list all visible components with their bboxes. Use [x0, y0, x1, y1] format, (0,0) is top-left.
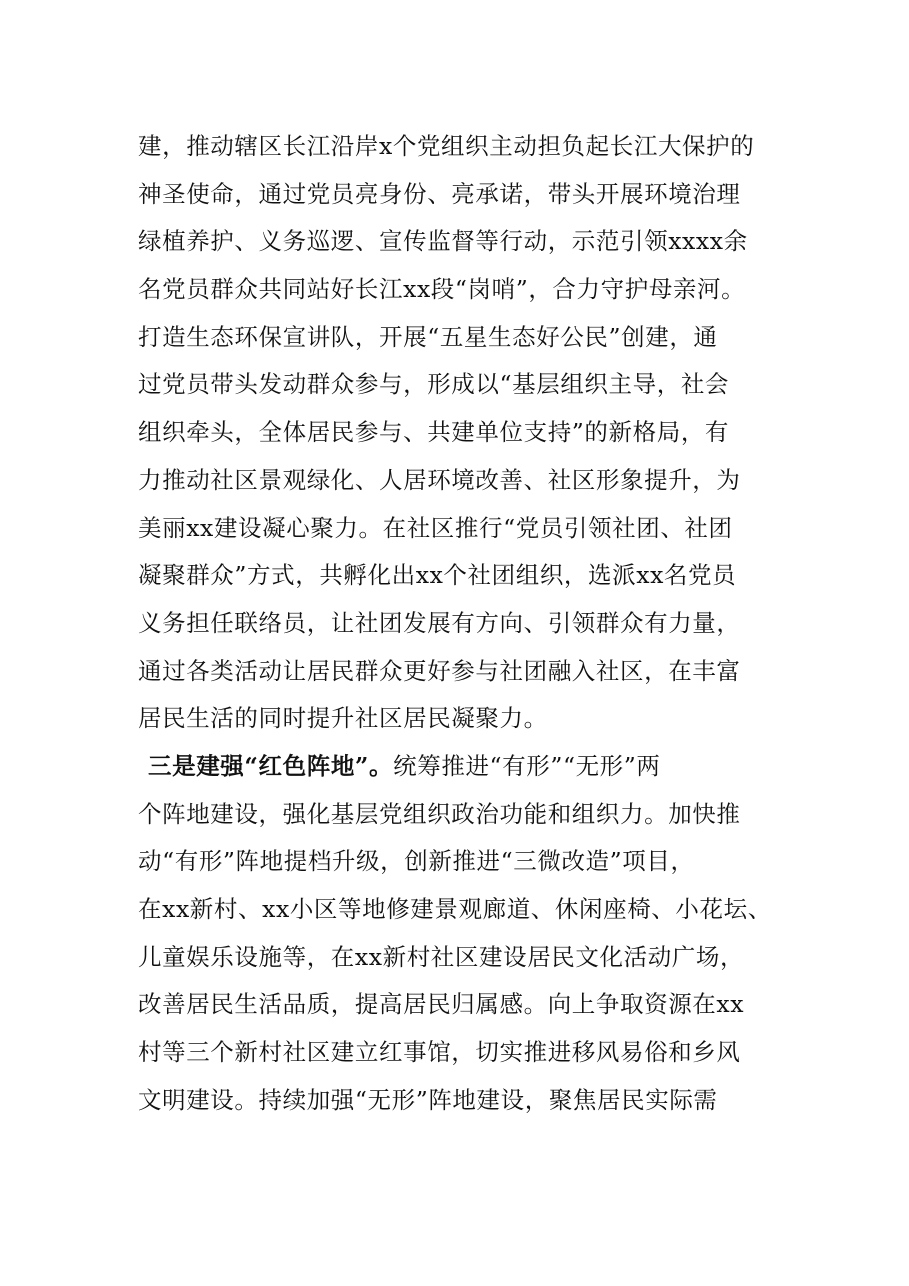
text-line: 凝聚群众”方式，共孵化出xx个社团组织，选派xx名党员: [138, 561, 737, 590]
section-heading-rest: 统筹推进“有形”“无形”两: [393, 751, 661, 780]
text-line: 组织牵头，全体居民参与、共建单位支持”的新格局，有: [138, 418, 730, 447]
text-line: 文明建设。持续加强“无形”阵地建设，聚焦居民实际需: [138, 1085, 718, 1114]
text-line: 力推动社区景观绿化、人居环境改善、社区形象提升，为: [138, 465, 741, 494]
text-line: 儿童娱乐设施等，在xx新村社区建设居民文化活动广场，: [138, 942, 745, 971]
text-line: 个阵地建设，强化基层党组织政治功能和组织力。加快推: [138, 799, 741, 828]
text-line: 名党员群众共同站好长江xx段“岗哨”，合力守护母亲河。: [138, 275, 746, 304]
text-line: 过党员带头发动群众参与，形成以“基层组织主导，社会: [138, 370, 730, 399]
text-line: 神圣使命，通过党员亮身份、亮承诺，带头开展环境治理: [138, 179, 741, 208]
text-line: 村等三个新村社区建立红事馆，切实推进移风易俗和乡风: [138, 1038, 741, 1067]
text-line: 在xx新村、xx小区等地修建景观廊道、休闲座椅、小花坛、: [138, 895, 772, 923]
text-line: 居民生活的同时提升社区居民凝聚力。: [138, 704, 548, 733]
text-line: 打造生态环保宣讲队，开展“五星生态好公民”创建，通: [138, 322, 718, 351]
text-line: 改善居民生活品质，提高居民归属感。向上争取资源在xx: [138, 990, 745, 1019]
section-heading-line: [138, 743, 788, 791]
text-line: 建，推动辖区长江沿岸x个党组织主动担负起长江大保护的: [138, 132, 755, 160]
body-text: [138, 123, 788, 1124]
text-line: 义务担任联络员，让社团发展有方向、引领群众有力量，: [138, 608, 741, 637]
text-line: 动“有形”阵地提档升级，创新推进“三微改造”项目，: [138, 847, 695, 876]
text-line: 美丽xx建设凝心聚力。在社区推行“党员引领社团、社团: [138, 513, 733, 542]
text-line: 通过各类活动让居民群众更好参与社团融入社区，在丰富: [138, 656, 741, 685]
section-heading: 三是建强“红色阵地”。: [148, 751, 394, 780]
text-line: 绿植养护、义务巡逻、宣传监督等行动，示范引领xxxx余: [138, 227, 748, 256]
